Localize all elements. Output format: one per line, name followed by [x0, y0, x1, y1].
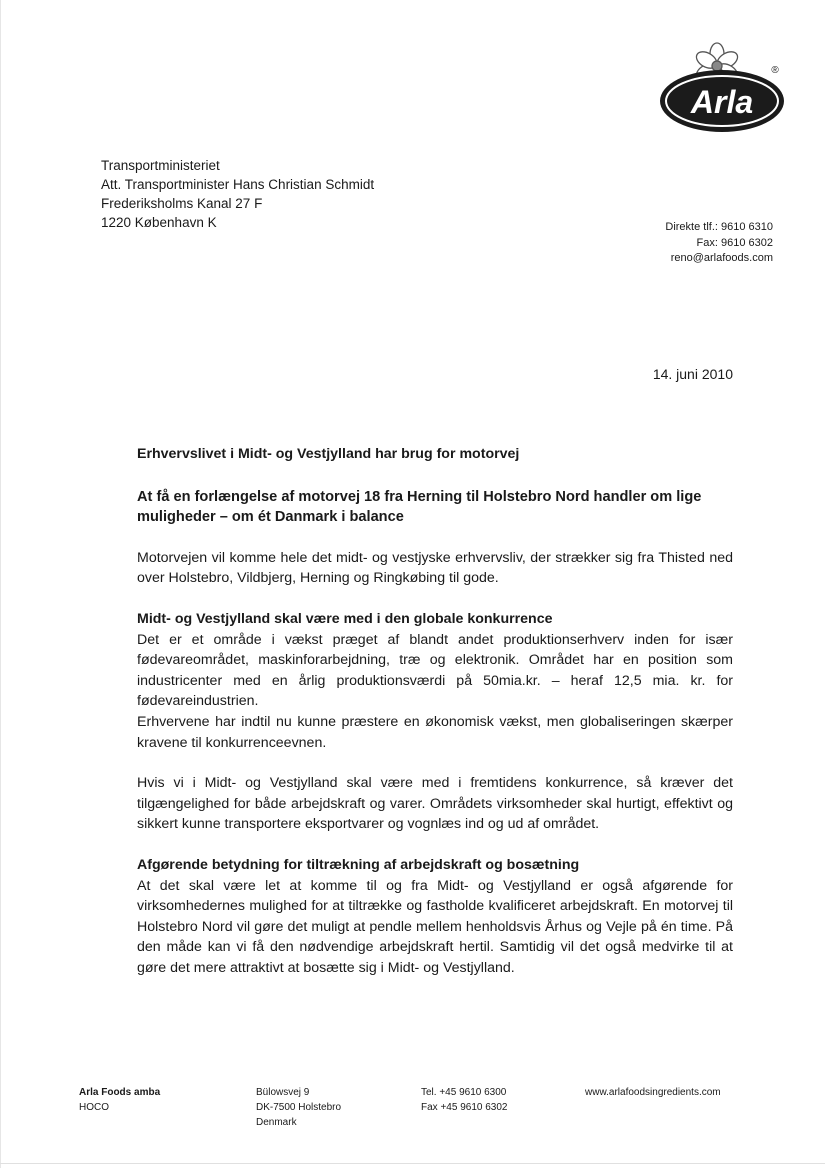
letter-subheading: At få en forlængelse af motorvej 18 fra Herning til Holstebro Nord handler om lige muligheder – om ét Danmark i balance [137, 488, 702, 526]
scan-edge [0, 0, 1, 1168]
arla-logo [657, 38, 787, 138]
footer-web-block [585, 1085, 721, 1100]
body-paragraph: At det skal være let at komme til og fra Midt- og Vestjylland er også afgørende for virksomhedernes mulighed for at tiltrække og fastholde kvalificeret arbejdskraft. En motorvej til Holstebro Nord vil gøre det muligt at pendle mellem henholdsvis Århus og Vejle på én time. På den måde kan vi få den nødvendige arbejdskraft hertil. Samtidig vil det også medvirke til at gøre det mere attraktivt at bosætte sig i Midt- og Vestjylland. [137, 877, 733, 976]
footer-address-block [256, 1085, 341, 1130]
section-title: Midt- og Vestjylland skal være med i den globale konkurrence [137, 610, 553, 627]
footer-city: DK-7500 Holstebro [256, 1102, 342, 1113]
email-address: reno@arlafoods.com [670, 252, 773, 264]
footer-country: Denmark [256, 1117, 297, 1128]
letter-body [137, 444, 733, 978]
sender-contact [665, 220, 773, 267]
fax-number: Fax: 9610 6302 [696, 236, 773, 249]
footer-website: www.arlafoodsingredients.com [585, 1087, 721, 1098]
logo-wordmark: Arla [690, 84, 754, 120]
recipient-line: Transportministeriet [101, 158, 220, 173]
recipient-line: Att. Transportminister Hans Christian Schmidt [101, 177, 375, 192]
recipient-line: Frederiksholms Kanal 27 F [101, 196, 263, 211]
intro-paragraph: Motorvejen vil komme hele det midt- og vestjyske erhvervsliv, der strækker sig fra Thisted ned over Holstebro, Vildbjerg, Herning og Ringkøbing til gode. [137, 549, 733, 587]
section-title: Afgørende betydning for tiltrækning af arbejdskraft og bosætning [137, 856, 580, 873]
scan-edge [0, 1163, 825, 1164]
letter-heading: Erhvervslivet i Midt- og Vestjylland har brug for motorvej [137, 446, 520, 462]
footer-tel: Tel. +45 9610 6300 [421, 1087, 507, 1098]
body-paragraph: Det er et område i vækst præget af blandt andet produktionserhverv inden for især fødevareområdet, maskinforarbejdning, træ og elektronik. Området har en position som industricenter med en årlig produktionsværdi på 50mia.kr. – heraf 12,5 mia. kr. for fødevareindustrien. [137, 631, 733, 710]
footer-dept: HOCO [79, 1102, 109, 1113]
recipient-address [101, 156, 374, 232]
body-paragraph: Hvis vi i Midt- og Vestjylland skal være med i fremtidens konkurrence, så kræver det tilgængelighed for både arbejdskraft og varer. Områdets virksomheder skal hurtigt, effektivt og sikkert kunne transportere eksportvarer og vognlæs ind og ud af området. [137, 775, 733, 833]
footer-company-block [79, 1085, 160, 1115]
recipient-line: 1220 København K [101, 215, 217, 230]
body-paragraph: Erhvervene har indtil nu kunne præstere en økonomisk vækst, men globaliseringen skærper kravene til konkurrenceevnen. [137, 713, 733, 751]
footer-street: Bülowsvej 9 [256, 1087, 310, 1098]
registered-mark: ® [771, 65, 779, 76]
direct-phone: Direkte tlf.: 9610 6310 [665, 221, 773, 233]
letter-date: 14. juni 2010 [652, 366, 733, 382]
footer-company: Arla Foods amba [79, 1087, 161, 1098]
footer-phone-block [421, 1085, 507, 1115]
footer-fax: Fax +45 9610 6302 [421, 1102, 508, 1113]
